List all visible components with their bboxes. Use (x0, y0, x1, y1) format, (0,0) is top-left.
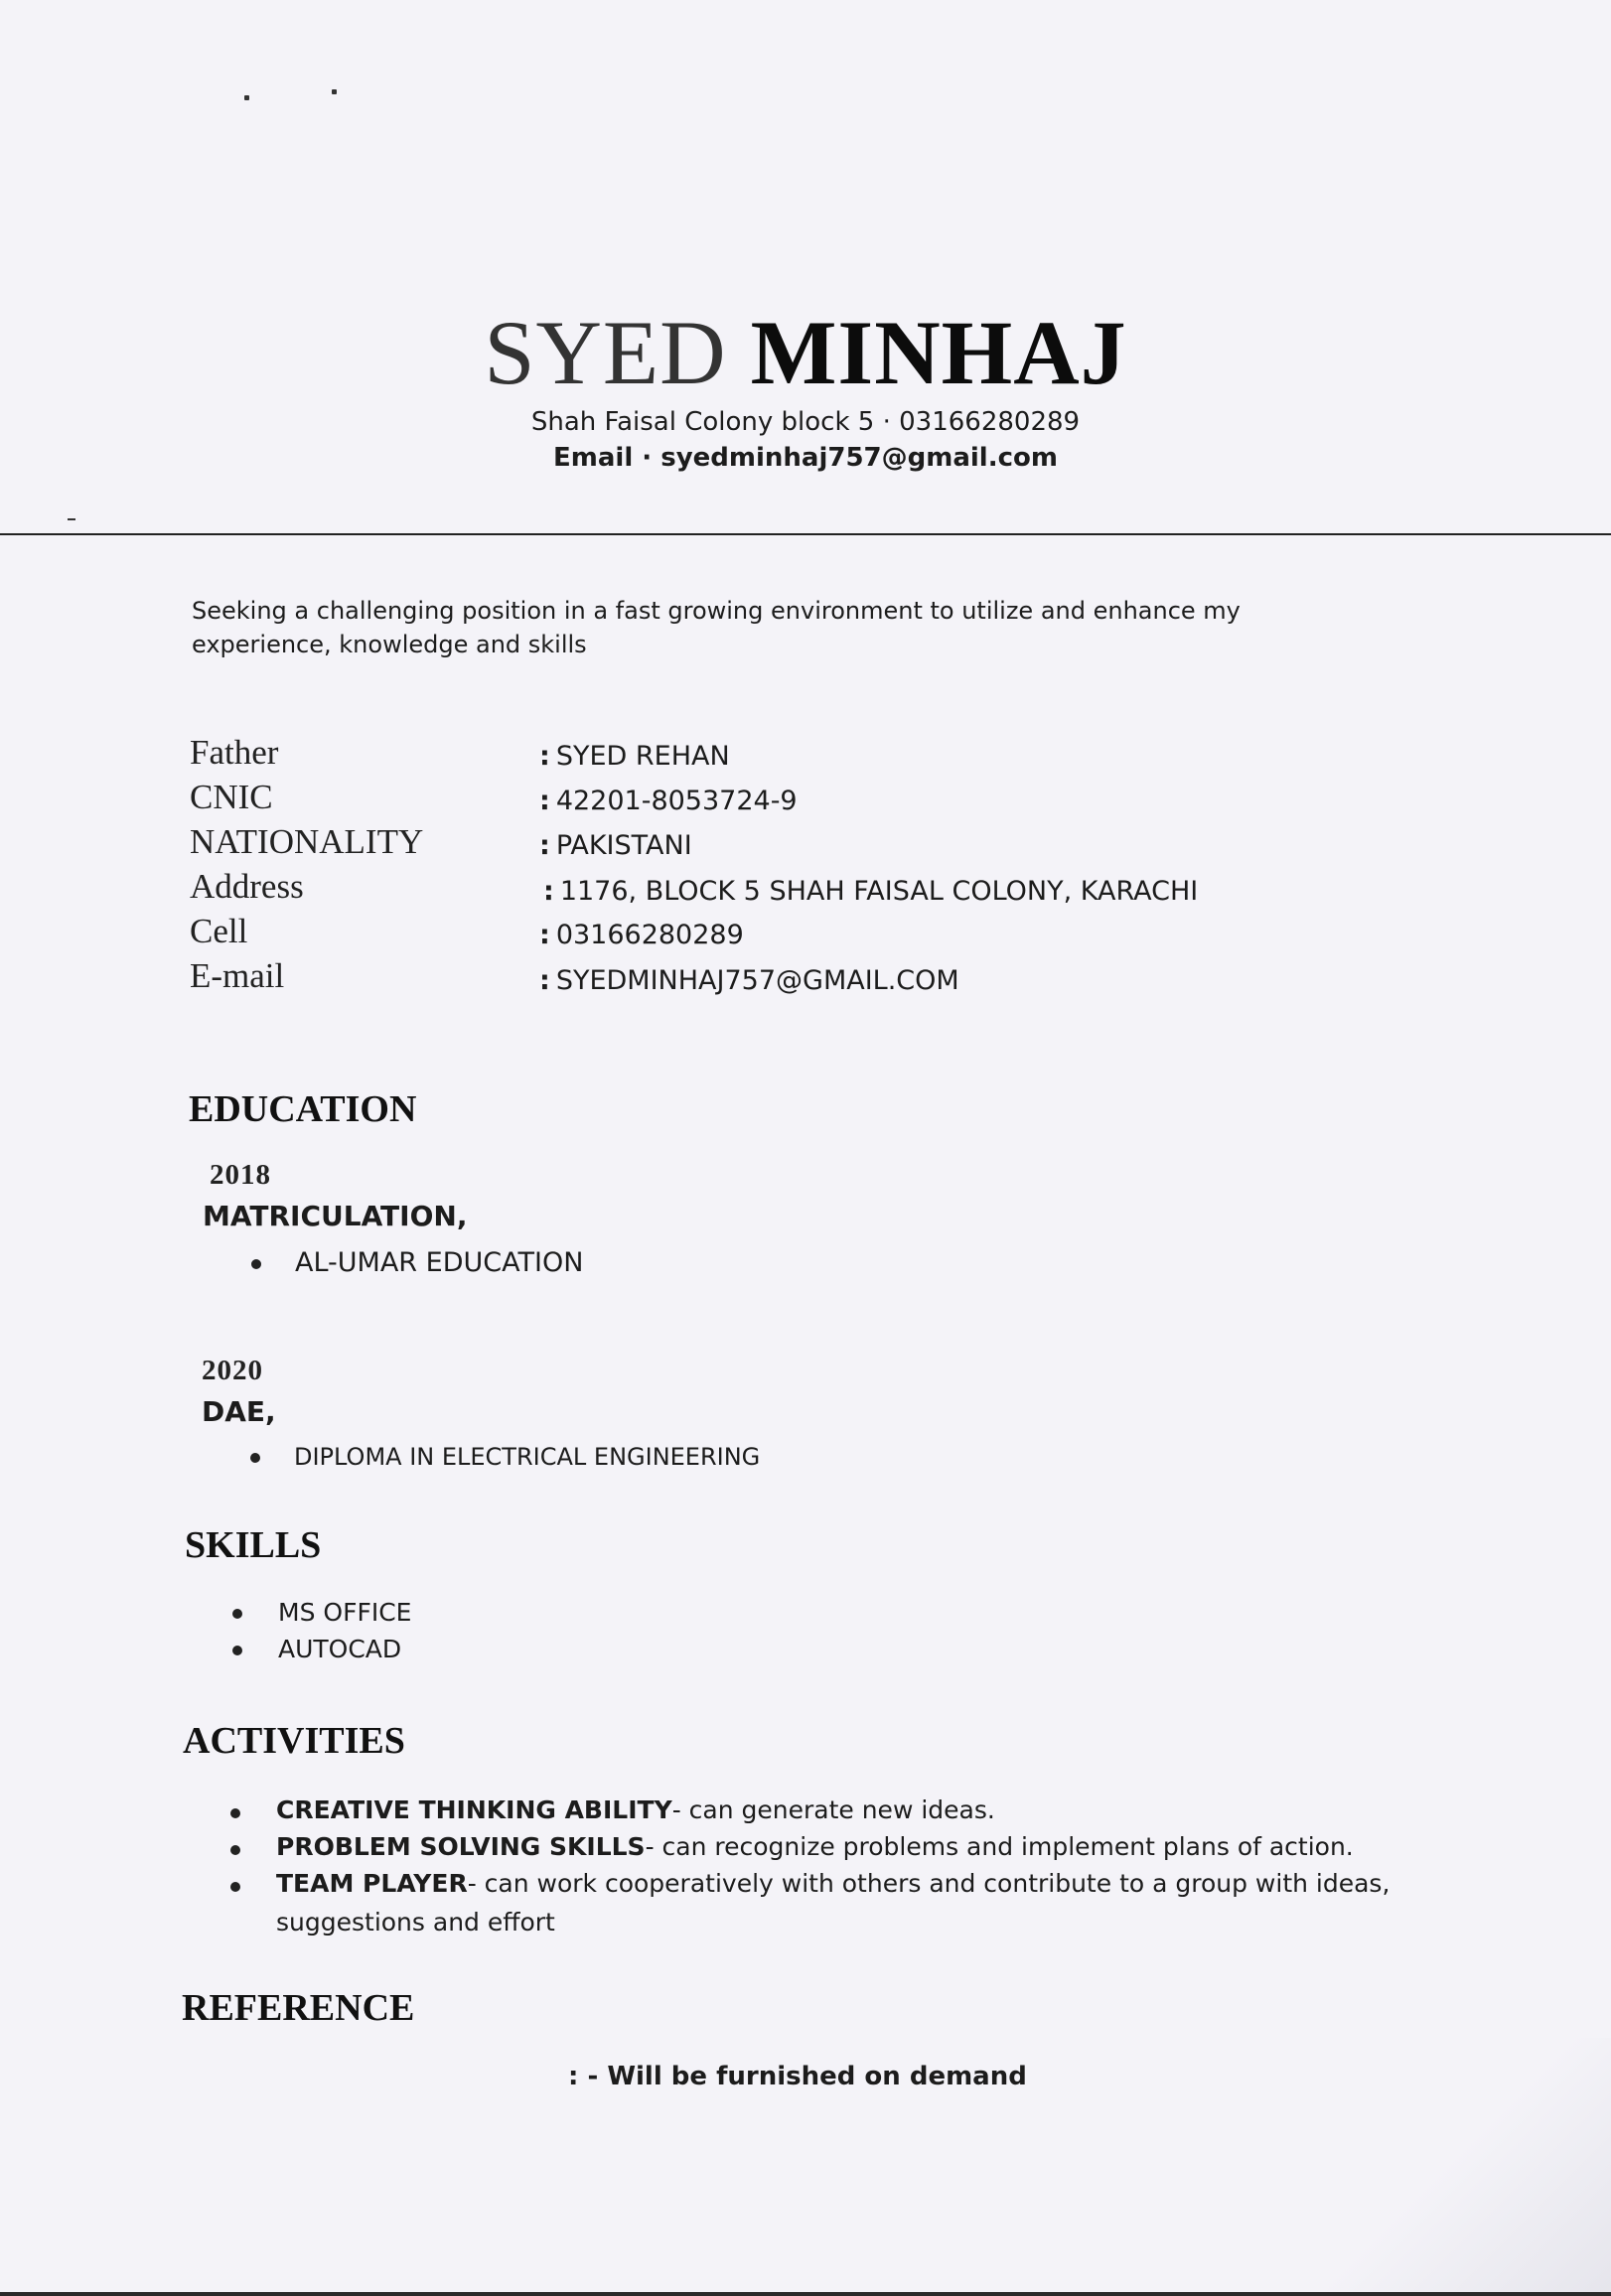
skill-item: MS OFFICE (278, 1598, 412, 1627)
info-value-nationality: : PAKISTANI (539, 830, 692, 861)
header-divider (0, 533, 1611, 535)
info-value-cell: : 03166280289 (539, 920, 744, 950)
activity-description: - can work cooperatively with others and contribute to a group with ideas, (467, 1869, 1391, 1898)
bullet-icon (232, 1609, 242, 1619)
education-detail: AL-UMAR EDUCATION (295, 1247, 584, 1278)
activity-description: - can generate new ideas. (671, 1795, 995, 1824)
info-value-address: : 1176, BLOCK 5 SHAH FAISAL COLONY, KARACHI (543, 876, 1199, 907)
education-degree: MATRICULATION, (203, 1200, 468, 1232)
scan-bottom-edge (0, 2292, 1611, 2296)
candidate-name (0, 300, 1611, 405)
first-name: SYED (484, 302, 727, 403)
info-label-cell: Cell (190, 912, 248, 950)
activities-heading: ACTIVITIES (183, 1720, 405, 1762)
education-heading: EDUCATION (189, 1088, 417, 1130)
activity-title: TEAM PLAYER (276, 1869, 468, 1898)
activity-description-continued: suggestions and effort (276, 1908, 555, 1937)
reference-colon: : - (568, 2062, 599, 2091)
info-label-father: Father (190, 733, 279, 772)
education-degree: DAE, (202, 1395, 276, 1428)
divider-mark (68, 518, 75, 520)
info-label-email: E-mail (190, 956, 285, 995)
skills-heading: SKILLS (185, 1524, 322, 1566)
bullet-icon (232, 1646, 242, 1655)
bullet-icon (251, 1259, 261, 1269)
activity-title: PROBLEM SOLVING SKILLS (276, 1832, 646, 1861)
activity-item (276, 1869, 1390, 1898)
info-value-cnic: : 42201-8053724-9 (539, 786, 798, 816)
page-corner-shadow (1273, 2038, 1611, 2296)
reference-text: Will be furnished on demand (607, 2062, 1027, 2091)
scan-speck (244, 95, 249, 100)
activity-description: - can recognize problems and implement plans of action. (645, 1832, 1354, 1861)
last-name: MINHAJ (750, 302, 1127, 403)
reference-heading: REFERENCE (182, 1987, 415, 2029)
activity-item (276, 1795, 995, 1824)
activity-title: CREATIVE THINKING ABILITY (276, 1795, 672, 1824)
scan-speck (332, 89, 337, 94)
info-label-address: Address (190, 867, 304, 906)
objective-text: Seeking a challenging position in a fast growing environment to utilize and enhance my experience, knowledge and skills (192, 597, 1241, 658)
skill-item: AUTOCAD (278, 1635, 402, 1663)
info-label-cnic: CNIC (190, 778, 273, 816)
bullet-icon (250, 1453, 260, 1463)
bullet-icon (230, 1882, 240, 1892)
contact-line-email: Email · syedminhaj757@gmail.com (553, 443, 1058, 473)
education-year: 2018 (210, 1159, 271, 1191)
reference-note (568, 2062, 1027, 2091)
bullet-icon (230, 1845, 240, 1855)
info-label-nationality: NATIONALITY (190, 822, 424, 861)
activity-item (276, 1832, 1354, 1861)
education-year: 2020 (202, 1355, 263, 1386)
info-value-email: : SYEDMINHAJ757@GMAIL.COM (539, 965, 959, 996)
education-detail: DIPLOMA IN ELECTRICAL ENGINEERING (294, 1443, 761, 1471)
bullet-icon (230, 1808, 240, 1818)
contact-line-address-phone: Shah Faisal Colony block 5 · 03166280289 (530, 407, 1081, 437)
info-value-father: : SYED REHAN (539, 741, 730, 772)
